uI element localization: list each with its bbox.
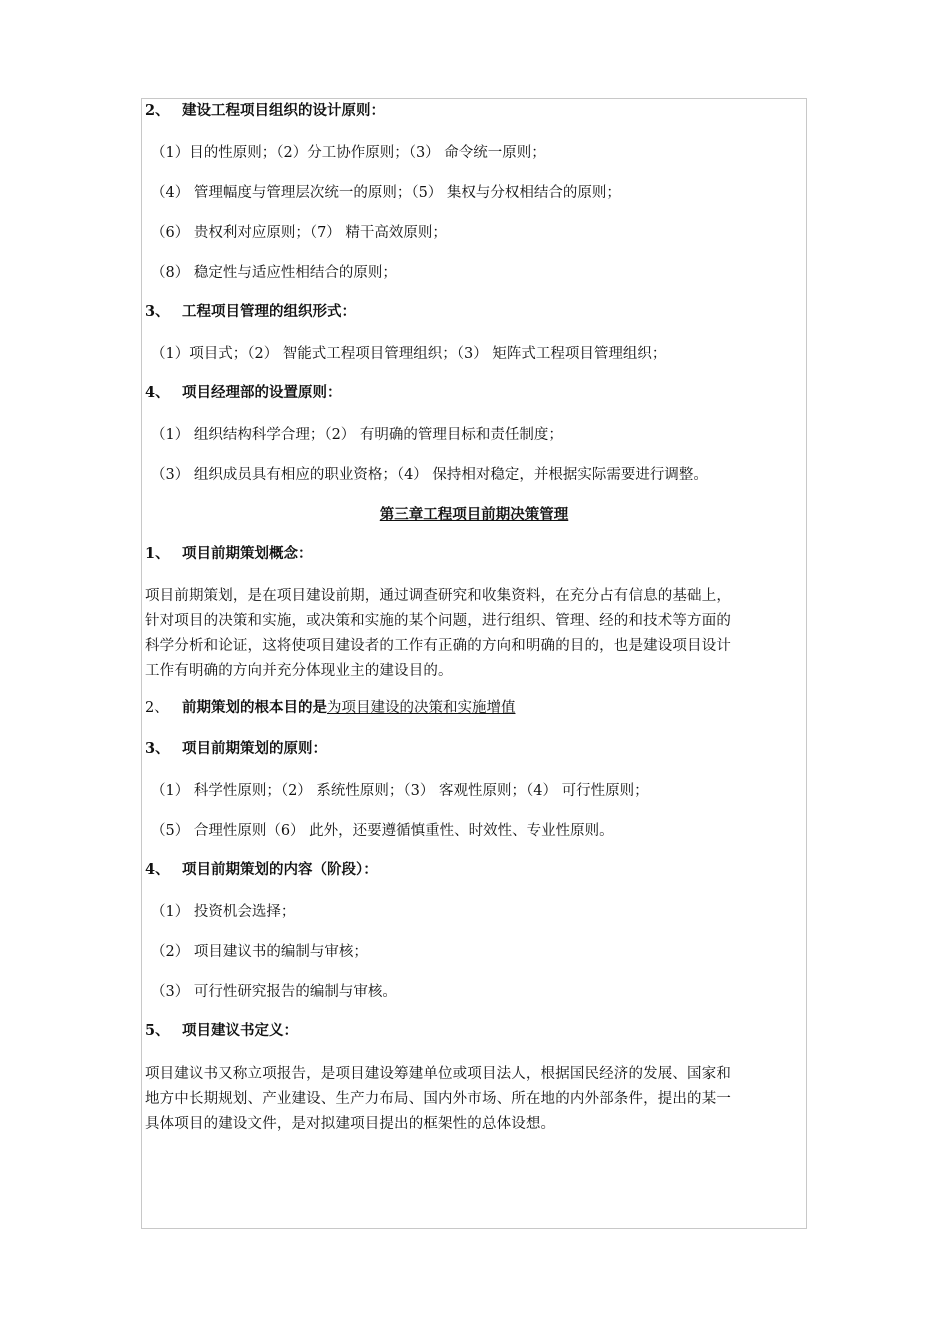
paragraph-line: 项目前期策划，是在项目建设前期，通过调查研究和收集资料，在充分占有信息的基础上， (145, 588, 731, 604)
list-item: （4） 管理幅度与管理层次统一的原则；（5） 集权与分权相结合的原则； (151, 185, 621, 201)
list-item: （8） 稳定性与适应性相结合的原则； (151, 265, 397, 281)
list-item: （1） 组织结构科学合理；（2） 有明确的管理目标和责任制度； (151, 427, 563, 443)
heading-number: 5、 (145, 1022, 170, 1039)
paragraph-line: 地方中长期规划、产业建设、生产力布局、国内外市场、所在地的内外部条件，提出的某一 (145, 1091, 731, 1107)
heading-number: 3、 (145, 740, 170, 757)
chapter-title: 第三章工程项目前期决策管理 (379, 506, 569, 523)
heading-number: 4、 (145, 384, 170, 401)
heading-text: 项目经理部的设置原则： (182, 384, 342, 401)
heading-planning-concept (145, 544, 313, 564)
heading-text: 项目前期策划概念： (182, 545, 313, 562)
list-item: （1）项目式；（2） 智能式工程项目管理组织；（3） 矩阵式工程项目管理组织； (151, 346, 667, 362)
list-item: （2） 项目建议书的编制与审核； (151, 944, 368, 960)
heading-number: 2、 (145, 700, 169, 716)
heading-text: 项目建议书定义： (182, 1022, 298, 1039)
heading-design-principles (145, 101, 385, 121)
list-item: （1） 科学性原则；（2） 系统性原则；（3） 客观性原则；（4） 可行性原则； (151, 783, 649, 799)
list-item: （3） 组织成员具有相应的职业资格；（4） 保持相对稳定，并根据实际需要进行调整。 (151, 467, 708, 483)
paragraph-line: 工作有明确的方向并充分体现业主的建设目的。 (145, 663, 453, 679)
heading-organization-forms (145, 302, 356, 322)
goal-answer: 为项目建设的决策和实施增值 (327, 700, 516, 716)
list-item: （1）目的性原则；（2）分工协作原则；（3） 命令统一原则； (151, 145, 546, 161)
list-item: （6） 贵权利对应原则；（7） 精干高效原则； (151, 225, 447, 241)
paragraph-line: 项目建议书又称立项报告，是项目建设筹建单位或项目法人，根据国民经济的发展、国家和 (145, 1066, 731, 1082)
heading-text: 工程项目管理的组织形式： (182, 303, 356, 320)
paragraph-line: 针对项目的决策和实施，或决策和实施的某个问题，进行组织、管理、经的和技术等方面的 (145, 613, 731, 629)
heading-number: 3、 (145, 303, 170, 320)
heading-text: 项目前期策划的原则： (182, 740, 327, 757)
heading-text: 项目前期策划的内容（阶段）： (182, 861, 378, 878)
heading-planning-principles (145, 739, 327, 759)
proposal-paragraph (145, 1062, 817, 1137)
heading-text: 前期策划的根本目的是 (182, 699, 327, 716)
heading-number: 4、 (145, 861, 170, 878)
heading-planning-goal (145, 698, 516, 718)
list-item: （1） 投资机会选择； (151, 904, 296, 920)
heading-text: 建设工程项目组织的设计原则： (182, 102, 385, 119)
heading-proposal-definition (145, 1021, 298, 1041)
heading-planning-content (145, 860, 378, 880)
heading-number: 2、 (145, 102, 170, 119)
heading-project-department (145, 383, 342, 403)
list-item: （3） 可行性研究报告的编制与审核。 (151, 984, 397, 1000)
list-item: （5） 合理性原则（6） 此外，还要遵循慎重性、时效性、专业性原则。 (151, 823, 614, 839)
paragraph-line: 具体项目的建设文件，是对拟建项目提出的框架性的总体设想。 (145, 1116, 556, 1132)
concept-paragraph (145, 584, 817, 684)
heading-number: 1、 (145, 545, 170, 562)
paragraph-line: 科学分析和论证，这将使项目建设者的工作有正确的方向和明确的目的，也是建设项目设计 (145, 638, 731, 654)
